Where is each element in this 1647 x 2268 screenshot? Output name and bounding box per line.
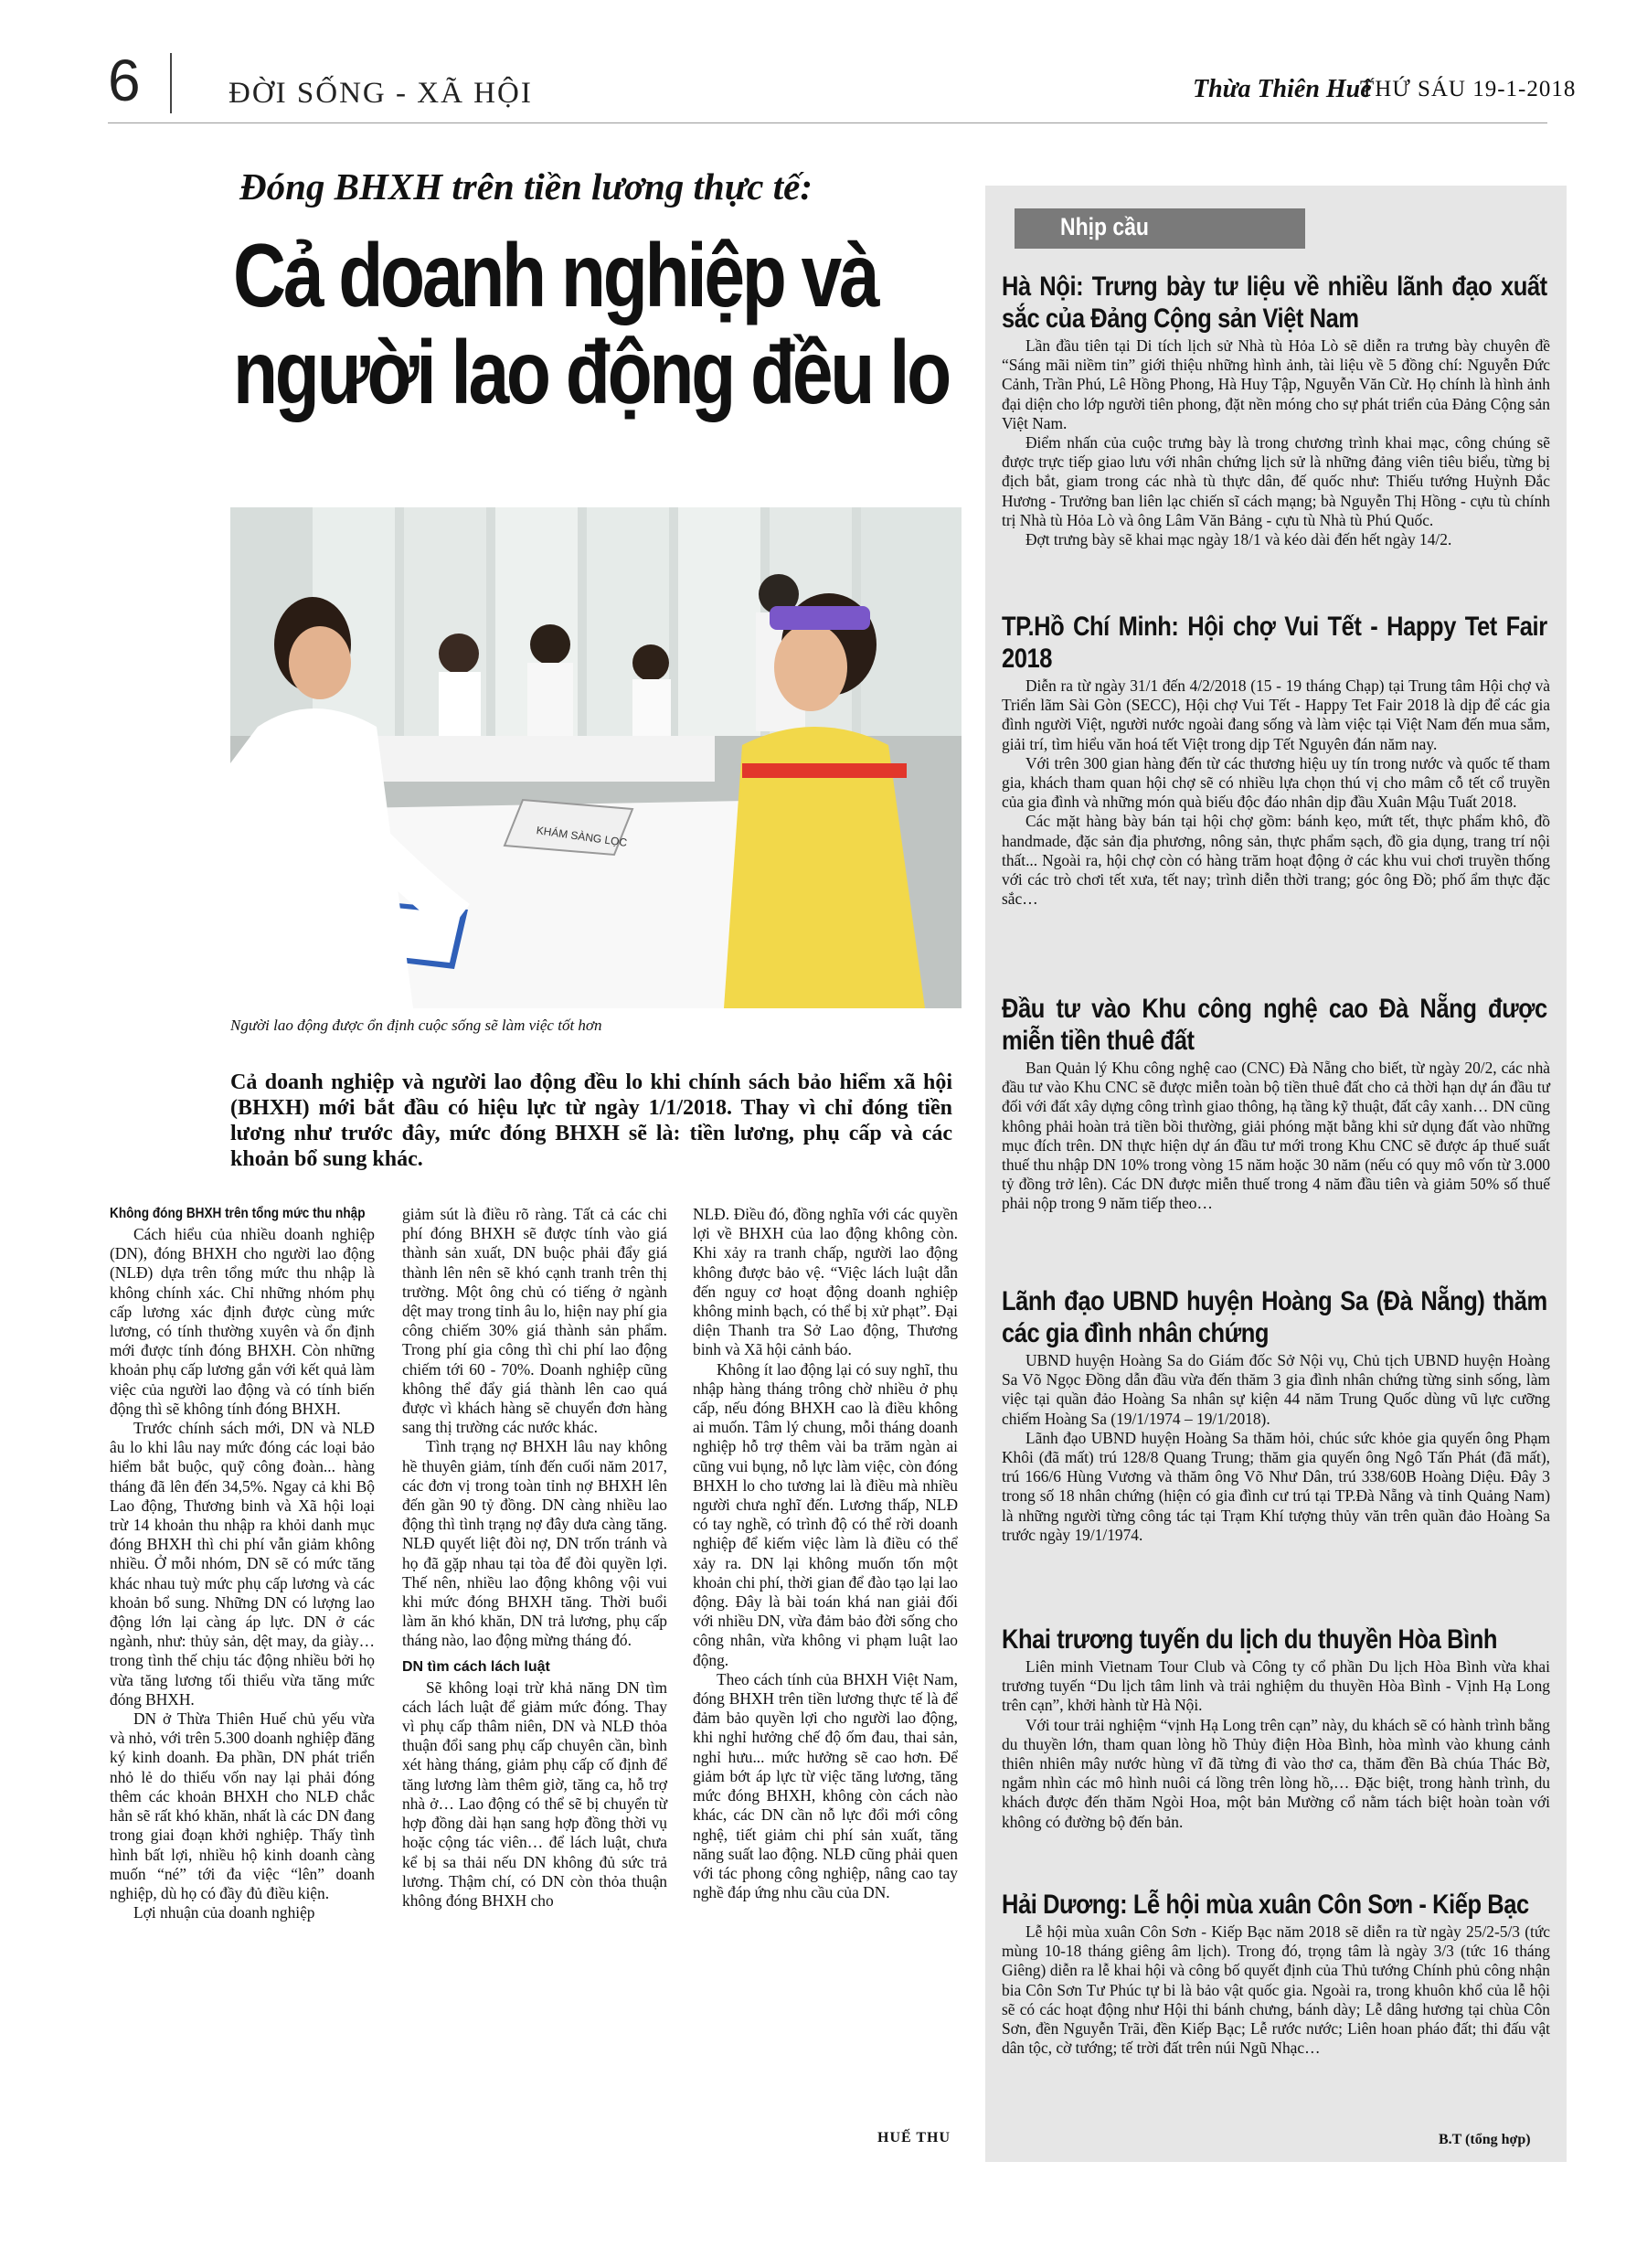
brief-paragraph: Với trên 300 gian hàng đến từ các thương hiệu uy tín trong nước và quốc tế tham gia, khách tham quan hội chợ sẽ có nhiều lựa chọn thú vị cho mâm cỗ tết cổ truyền của gia đình và những món quà biếu độc đáo nhân dịp đầu Xuân Mậu Tuất 2018. bbox=[1002, 753, 1550, 812]
article-column-2 bbox=[402, 1205, 667, 1911]
article-paragraph: Lợi nhuận của doanh nghiệp bbox=[133, 1903, 315, 1922]
subhead-1: Không đóng BHXH trên tổng mức thu nhập bbox=[110, 1206, 366, 1221]
article-column-3 bbox=[693, 1205, 958, 1902]
article-paragraph: Không ít lao động lại có suy nghĩ, thu nhập hàng tháng trông chờ nhiều ở phụ cấp, nếu đóng BHXH cao là điều không ai muốn. Tâm lý chung, mỗi tháng doanh nghiệp hỗ trợ thêm vài ba trăm ngàn ai cũng vui bụng, nỗ lực làm việc, còn đóng BHXH lo cho tương lai là điều mà nhiều người chưa nghĩ đến. Lương thấp, NLĐ có tay nghề, có trình độ có thể rời doanh nghiệp để kiếm việc làm là điều có thể xảy ra. DN lại không muốn tốn một khoản chi phí, thời gian để đào tạo lại lao động. Đây là bài toán khá nan giải đối với nhiều DN, vừa đảm bảo đời sống cho công nhân, vừa không vi phạm luật lao động. bbox=[693, 1359, 958, 1669]
brief-title: Đầu tư vào Khu công nghệ cao Đà Nẵng được miễn tiền thuê đất bbox=[1002, 994, 1547, 1056]
brief-title: Khai trương tuyến du lịch du thuyền Hòa Bình bbox=[1002, 1624, 1498, 1655]
subhead-2: DN tìm cách lách luật bbox=[402, 1658, 550, 1675]
sidebar-tag-label: Nhịp cầu bbox=[1060, 213, 1149, 240]
clinic-scene-illustration bbox=[230, 507, 962, 1008]
sidebar-brief bbox=[1002, 1285, 1550, 1545]
article-paragraph: Theo cách tính của BHXH Việt Nam, đóng BHXH trên tiền lương thực tế là để đảm bảo quyền lợi cho người lao động, khi nghỉ hưởng chế độ ốm đau, thai sản, nghỉ hưu... mức hưởng sẽ cao hơn. Để giảm bớt áp lực từ việc tăng lương, tăng mức đóng BHXH, không còn cách nào khác, các DN cần nỗ lực đổi mới công nghệ, tiết giảm chi phí sản xuất, tăng năng suất lao động. NLĐ cũng phải quen với tác phong công nghiệp, nâng cao tay nghề đáp ứng nhu cầu của DN. bbox=[693, 1669, 958, 1902]
sidebar-tag bbox=[1015, 208, 1305, 249]
desk-sign-text: KHÁM SÀNG LỌC bbox=[535, 824, 628, 849]
brief-title: TP.Hồ Chí Minh: Hội chợ Vui Tết - Happy Tet Fair 2018 bbox=[1002, 612, 1547, 674]
article-paragraph: Cách hiểu của nhiều doanh nghiệp (DN), đóng BHXH cho người lao động (NLĐ) dựa trên tổng mức thu nhập là không chính xác. Chỉ những nhóm phụ cấp lương xác định được cùng mức lương, có tính thường xuyên và ổn định mới được tính đóng BHXH. Còn những khoản phụ cấp lương gắn với kết quả làm việc của người lao động và có tính biến động thì sẽ không tính đóng BHXH. bbox=[110, 1225, 375, 1418]
photo-caption: Người lao động được ổn định cuộc sống sẽ làm việc tốt hơn bbox=[230, 1017, 602, 1034]
brief-paragraph: Lãnh đạo UBND huyện Hoàng Sa thăm hỏi, chúc sức khỏe gia quyến ông Phạm Khôi (đã mất) trú 128/8 Quang Trung; thăm gia quyến ông Ngô Tấn Phát (đã mất), trú 166/6 Hùng Vương và thăm ông Võ Như Dân, trú 338/60B Hoàng Diệu. Đây 3 trong số 18 nhân chứng (hiện có gia đình cư trú tại TP.Đà Nẵng và tỉnh Quảng Nam) là những người từng công tác tại Trạm Khí tượng thủy văn trên quần đảo Hoàng Sa trước ngày 19/1/1974. bbox=[1002, 1428, 1550, 1544]
masthead-divider bbox=[170, 53, 172, 113]
sidebar-brief bbox=[1002, 993, 1550, 1214]
brief-paragraph: Điểm nhấn của cuộc trưng bày là trong chương trình khai mạc, công chúng sẽ được trực tiếp giao lưu với nhân chứng lịch sử là những đảng viên tiêu biểu, từng bị địch bắt, giam trong các nhà tù thực dân, đế quốc như: Thiếu tướng Huỳnh Đắc Hương - Trưởng ban liên lạc chiến sĩ cách mạng; bà Nguyễn Thị Hồng - cựu tù chính trị Nhà tù Hỏa Lò và ông Lâm Văn Bảng - cựu tù Nhà tù Phú Quốc. bbox=[1002, 433, 1550, 529]
issue-date: THỨ SÁU 19-1-2018 bbox=[1360, 77, 1577, 101]
article-kicker: Đóng BHXH trên tiền lương thực tế: bbox=[239, 165, 813, 208]
sidebar-brief bbox=[1002, 1889, 1550, 2058]
brief-paragraph: Các mặt hàng bày bán tại hội chợ gồm: bánh kẹo, mứt tết, thực phẩm khô, đồ handmade, đặc sản địa phương, nông sản, thực phẩm sạch, đồ gia dụng, trang trí nội thất... Ngoài ra, hội chợ còn có hàng trăm hoạt động ở các khu vui chơi truyền thống với các trò chơi tết xưa, tết nay; trình diễn thời trang; góc ông Đồ; phố ẩm thực đặc sắc… bbox=[1002, 812, 1550, 909]
sidebar-brief bbox=[1002, 1624, 1550, 1832]
article-paragraph: Trước chính sách mới, DN và NLĐ âu lo khi lâu nay mức đóng các loại bảo hiểm bắt buộc, quỹ công đoàn... hàng tháng đã lên đến 34,5%. Ngay cả khi Bộ Lao động, Thương binh và Xã hội loại trừ 14 khoản thu nhập ra khỏi danh mục đóng BHXH thì chi phí vẫn giảm không nhiều. Ở mỗi nhóm, DN sẽ có mức tăng khác nhau tuỳ mức phụ cấp lương và các khoản bổ sung. Những DN có lượng lao động lớn lại càng áp lực. DN ở các ngành, như: thủy sản, dệt may, da giày…trong tình thế chịu tác động nhiều bởi họ vừa tăng lương tối thiểu vừa tăng mức đóng BHXH. bbox=[110, 1419, 375, 1709]
article-headline bbox=[233, 225, 949, 422]
brief-paragraph: Liên minh Vietnam Tour Club và Công ty cổ phần Du lịch Hòa Bình vừa khai trương tuyến “Du lịch tâm linh và trải nghiệm du thuyền Hòa Bình - Vịnh Hạ Long trên cạn”, khởi hành từ Hà Nội. bbox=[1002, 1657, 1550, 1715]
newspaper-name: Thừa Thiên Huế bbox=[1193, 75, 1372, 103]
brief-paragraph: Với tour trải nghiệm “vịnh Hạ Long trên cạn” này, du khách sẽ có hành trình bằng du thuyền lớn, tham quan lòng hồ Thủy điện Hòa Bình, hòa mình vào khung cảnh thiên nhiên mây nước hùng vĩ đã từng đi vào thơ ca, thăm đền Bà chúa Thác Bờ, ngắm nhìn các mô hình nuôi cá lồng trên lòng hồ,… Đặc biệt, trong hành trình, du khách được đến thăm Ngòi Hoa, một bản Mường cổ nằm tách biệt hoàn toàn với không có đường bộ đến bản. bbox=[1002, 1715, 1550, 1831]
brief-title: Hải Dương: Lễ hội mùa xuân Côn Sơn - Kiếp Bạc bbox=[1002, 1890, 1529, 1920]
sidebar-signature: B.T (tổng hợp) bbox=[1439, 2132, 1531, 2147]
brief-paragraph: Diễn ra từ ngày 31/1 đến 4/2/2018 (15 - 19 tháng Chạp) tại Trung tâm Hội chợ và Triển lãm Sài Gòn (SECC), Hội chợ Vui Tết - Happy Tet Fair 2018 là dịp để các gia đình người Việt, người nước ngoài đang sống và làm việc tại Việt Nam đến mua sắm, giải trí, tìm hiểu văn hoá tết Việt trong dịp Tết Nguyên đán năm nay. bbox=[1002, 676, 1550, 753]
brief-paragraph: UBND huyện Hoàng Sa do Giám đốc Sở Nội vụ, Chủ tịch UBND huyện Hoàng Sa Võ Ngọc Đồng dẫn đầu vừa đến thăm 3 gia đình nhân chứng từng sinh sống, làm việc tại quần đảo Hoàng Sa nhân sự kiện 44 năm Trung Quốc dùng vũ lực cưỡng chiếm Hoàng Sa (19/1/1974 – 19/1/2018). bbox=[1002, 1351, 1550, 1428]
sidebar-brief bbox=[1002, 611, 1550, 909]
article-paragraph: Sẽ không loại trừ khả năng DN tìm cách lách luật để giảm mức đóng. Thay vì phụ cấp thâm niên, DN và NLĐ thỏa thuận đổi sang phụ cấp chuyên cần, bình xét hàng tháng, giảm phụ cấp cố định để tăng lương làm thêm giờ, tăng ca, hỗ trợ nhà ở… Lao động có thể sẽ bị chuyển từ hợp đồng dài hạn sang hợp đồng thời vụ hoặc cộng tác viên… để lách luật, chưa kể bị sa thải nếu DN không đủ sức trả lương. Thậm chí, có DN còn thỏa thuận không đóng BHXH cho bbox=[402, 1677, 667, 1910]
masthead-rule bbox=[108, 122, 1547, 123]
section-title: ĐỜI SỐNG - XÃ HỘI bbox=[228, 77, 533, 110]
article-byline: HUẾ THU bbox=[877, 2130, 951, 2146]
brief-paragraph: Lễ hội mùa xuân Côn Sơn - Kiếp Bạc năm 2018 sẽ diễn ra từ ngày 25/2-5/3 (tức mùng 10-18 tháng giêng âm lịch). Trong đó, trọng tâm là ngày 3/3 (tức 16 tháng Giêng) diễn ra lễ khai hội và công bố quyết định của Thủ tướng Chính phủ công nhận bia Côn Sơn Tư Phúc tự bi là bảo vật quốc gia. Ngoài ra, trong khuôn khổ của lễ hội sẽ có các hoạt động như Hội thi bánh chưng, bánh dày; Lễ dâng hương tại chùa Côn Sơn, đền Nguyễn Trãi, đền Kiếp Bạc; Lễ rước nước; Liên hoan pháo đất; thi đấu vật dân tộc, cờ tướng; tế trời đất trên núi Ngũ Nhạc… bbox=[1002, 1922, 1550, 2058]
headline-line-2: người lao động đều lo bbox=[233, 322, 949, 422]
article-paragraph: giảm sút là điều rõ ràng. Tất cả các chi phí đóng BHXH sẽ được tính vào giá thành sản xuất, DN buộc phải đẩy giá thành lên nên sẽ khó cạnh tranh trên thị trường. Một ông chủ có tiếng ở ngành dệt may trong tỉnh âu lo, hiện nay phí gia công chiếm 30% giá thành sản phẩm. Trong phí gia công thì chi phí lao động chiếm tới 60 - 70%. Doanh nghiệp cũng không thể đẩy giá thành lên cao quá được vì khách hàng sẽ chuyển đơn hàng sang thị trường các nước khác. bbox=[402, 1205, 667, 1437]
headline-line-1: Cả doanh nghiệp và bbox=[233, 225, 877, 325]
article-lead: Cả doanh nghiệp và người lao động đều lo khi chính sách bảo hiểm xã hội (BHXH) mới bắt đầu có hiệu lực từ ngày 1/1/2018. Thay vì chỉ đóng tiền lương như trước đây, mức đóng BHXH sẽ là: tiền lương, phụ cấp và các khoản bổ sung khác. bbox=[230, 1070, 952, 1171]
brief-paragraph: Lần đầu tiên tại Di tích lịch sử Nhà tù Hỏa Lò sẽ diễn ra trưng bày chuyên đề “Sáng mãi niềm tin” giới thiệu những hình ảnh, tài liệu về 5 đồng chí: Nguyễn Đức Cảnh, Trần Phú, Lê Hồng Phong, Hà Huy Tập, Nguyễn Văn Cừ. Họ chính là hình ảnh đại diện cho lớp người tiên phong, đặt nền móng cho sự phát triển của Đảng Cộng sản Việt Nam. bbox=[1002, 336, 1550, 432]
article-photo bbox=[230, 507, 962, 1008]
brief-paragraph: Đợt trưng bày sẽ khai mạc ngày 18/1 và kéo dài đến hết ngày 14/2. bbox=[1025, 530, 1452, 549]
article-paragraph: NLĐ. Điều đó, đồng nghĩa với các quyền lợi về BHXH của lao động không còn. Khi xảy ra tranh chấp, người lao động không được bảo vệ. “Việc lách luật dẫn đến nguy cơ hoạt động doanh nghiệp không minh bạch, có thể bị xử phạt”. Đại diện Thanh tra Sở Lao động, Thương binh và Xã hội cảnh báo. bbox=[693, 1205, 958, 1359]
page-number: 6 bbox=[108, 48, 141, 113]
article-column-1 bbox=[110, 1205, 375, 1922]
sidebar-brief bbox=[1002, 271, 1550, 549]
article-paragraph: DN ở Thừa Thiên Huế chủ yếu vừa và nhỏ, với trên 5.300 doanh nghiệp đăng ký kinh doanh. Đa phần, DN phát triển nhỏ lẻ do thiếu vốn nay lại phải đóng thêm các khoản BHXH cho NLĐ chắc hẳn sẽ rất khó khăn, nhất là các DN đang trong giai đoạn khởi nghiệp. Thấy tình hình bất lợi, nhiều hộ kinh doanh càng muốn “né” tới đa việc “lên” doanh nghiệp, dù họ có đầy đủ điều kiện. bbox=[110, 1709, 375, 1902]
brief-title: Lãnh đạo UBND huyện Hoàng Sa (Đà Nẵng) thăm các gia đình nhân chứng bbox=[1002, 1286, 1547, 1348]
brief-paragraph: Ban Quản lý Khu công nghệ cao (CNC) Đà Nẵng cho biết, từ ngày 20/2, các nhà đầu tư vào Khu CNC sẽ được miễn toàn bộ tiền thuê đất cho cả thời hạn dự án đầu tư đối với đất xây dựng công trình giao thông, hạ tầng kỹ thuật, đất cây xanh… DN cũng không phải hoàn trả tiền bồi thường, giải phóng mặt bằng khi sử dụng đất vào những mục đích trên. DN thực hiện dự án đầu tư mới trong Khu CNC sẽ được áp thuế suất thuế thu nhập DN 10% trong vòng 15 năm hoặc 30 năm (nếu có quy mô vốn từ 3.000 tỷ đồng trở lên). Các DN được miễn thuế trong 4 năm đầu tiên và giảm 50% số thuế phải nộp trong 9 năm tiếp theo… bbox=[1002, 1059, 1550, 1213]
article-paragraph: Tình trạng nợ BHXH lâu nay không hề thuyên giảm, tính đến cuối năm 2017, các đơn vị trong toàn tỉnh nợ BHXH lên đến gần 90 tỷ đồng. DN càng nhiều lao động thì tình trạng nợ đây dưa càng tăng. NLĐ quyết liệt đòi nợ, DN trốn tránh và họ đã gặp nhau tại tòa để đòi quyền lợi. Thế nên, nhiều lao động không vội vui khi mức đóng BHXH tăng. Thời buổi làm ăn khó khăn, DN trả lương, phụ cấp tháng nào, lao động mừng tháng đó. bbox=[402, 1437, 667, 1650]
brief-title: Hà Nội: Trưng bày tư liệu về nhiều lãnh đạo xuất sắc của Đảng Cộng sản Việt Nam bbox=[1002, 272, 1547, 334]
